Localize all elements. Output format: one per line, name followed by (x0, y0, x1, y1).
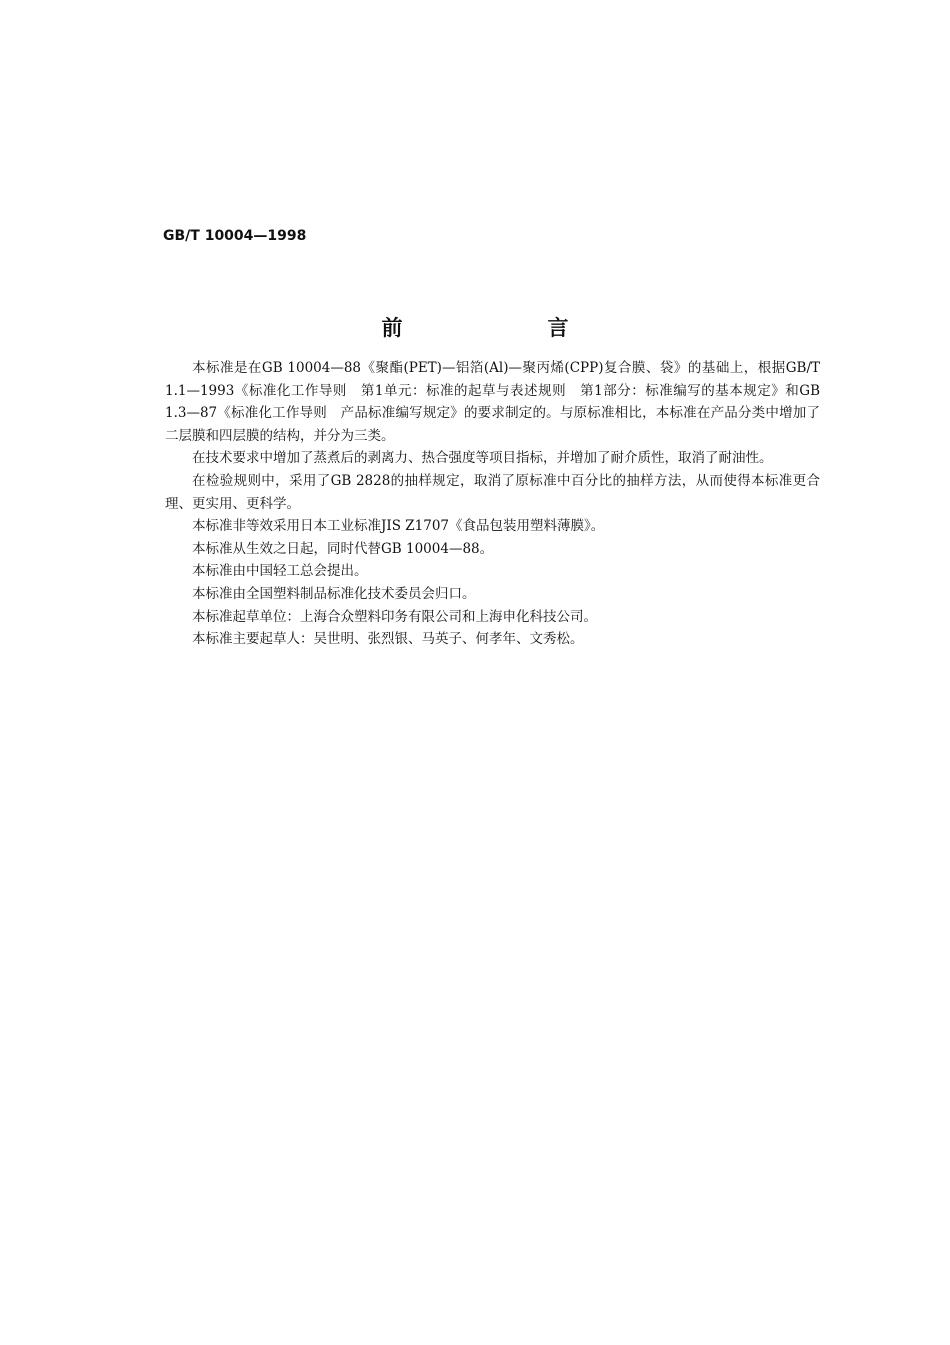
paragraph-adoption: 本标准非等效采用日本工业标准JIS Z1707《食品包装用塑料薄膜》。 (192, 518, 605, 535)
paragraph-committee: 本标准由全国塑料制品标准化技术委员会归口。 (192, 585, 476, 602)
paragraph-drafters: 本标准主要起草人：吴世明、张烈银、马英子、何孝年、文秀松。 (192, 631, 584, 648)
paragraph-technical-requirements: 在技术要求中增加了蒸煮后的剥离力、热合强度等项目指标，并增加了耐介质性，取消了耐油性。 (192, 450, 773, 467)
foreword-body (165, 357, 820, 651)
page-title: 前 言 (381, 315, 631, 340)
paragraph-inspection-rules: 在检验规则中，采用了GB 2828的抽样规定，取消了原标准中百分比的抽样方法，从而使得本标准更合理、更实用、更科学。 (165, 472, 820, 512)
paragraph-replacement: 本标准从生效之日起，同时代替GB 10004—88。 (192, 540, 494, 557)
standard-code: GB/T 10004—1998 (163, 228, 307, 244)
paragraph-drafting-units: 本标准起草单位：上海合众塑料印务有限公司和上海申化科技公司。 (192, 608, 597, 625)
paragraph-basis: 本标准是在GB 10004—88《聚酯(PET)—铝箔(Al)—聚丙烯(CPP)复合膜、袋》的基础上，根据GB/T 1.1—1993《标准化工作导则 第1单元：标准的起草与表述规则 第1部分：标准编写的基本规定》和GB 1.3—87《标准化工作导则 产品标准编写规定》的要求制定的。与原标准相比，本标准在产品分类中增加了二层膜和四层膜的结构，并分为三类。 (165, 360, 820, 444)
paragraph-proposer: 本标准由中国轻工总会提出。 (192, 563, 368, 580)
